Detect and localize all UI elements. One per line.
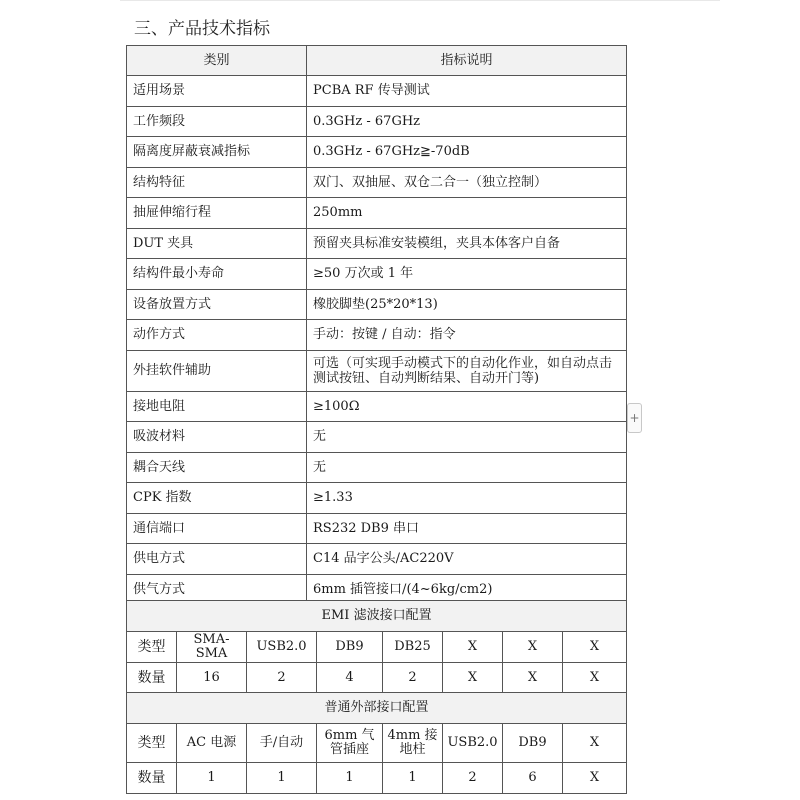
spec-label: 抽屉伸缩行程	[127, 198, 307, 229]
spec-label: 供气方式	[127, 574, 307, 605]
spec-value: 双门、双抽屉、双仓二合一（独立控制）	[307, 167, 627, 198]
spec-row	[127, 422, 627, 453]
emi-qty-cell: 2	[247, 663, 317, 694]
emi-qty-cell: 16	[177, 663, 247, 694]
spec-label: 设备放置方式	[127, 289, 307, 320]
ext-type-cell: DB9	[503, 724, 563, 763]
spec-value: 0.3GHz - 67GHz	[307, 106, 627, 137]
spec-value: 手动：按键 / 自动：指令	[307, 320, 627, 351]
spec-row	[127, 544, 627, 575]
ext-type-cell: USB2.0	[443, 724, 503, 763]
emi-qty-cell: 4	[317, 663, 383, 694]
ext-type-label: 类型	[127, 724, 177, 763]
spec-row	[127, 76, 627, 107]
spec-label: 适用场景	[127, 76, 307, 107]
ext-type-cell: 6mm 气管插座	[317, 724, 383, 763]
emi-qty-cell: X	[443, 663, 503, 694]
spec-table	[126, 45, 627, 605]
spec-label: CPK 指数	[127, 483, 307, 514]
spec-value: 预留夹具标准安装模组，夹具本体客户自备	[307, 228, 627, 259]
spec-value: 可选（可实现手动模式下的自动化作业，如自动点击测试按钮、自动判断结果、自动开门等)	[307, 350, 627, 391]
section-heading: 三、产品技术指标	[134, 19, 270, 39]
spec-value: 无	[307, 452, 627, 483]
spec-value: 0.3GHz - 67GHz≧-70dB	[307, 137, 627, 168]
spec-row	[127, 320, 627, 351]
spec-label: 工作频段	[127, 106, 307, 137]
ext-qty-cell: 1	[177, 763, 247, 794]
ext-qty-label: 数量	[127, 763, 177, 794]
spec-value: 橡胶脚垫(25*20*13)	[307, 289, 627, 320]
add-row-button[interactable]: +	[627, 403, 642, 433]
spec-row	[127, 391, 627, 422]
spec-value: C14 品字公头/AC220V	[307, 544, 627, 575]
emi-type-cell: X	[503, 632, 563, 663]
spec-value: 250mm	[307, 198, 627, 229]
ext-qty-row	[127, 763, 627, 794]
spec-row	[127, 137, 627, 168]
emi-port-table	[126, 600, 627, 694]
spec-label: 外挂软件辅助	[127, 350, 307, 391]
external-port-table	[126, 692, 627, 794]
emi-qty-cell: X	[503, 663, 563, 694]
ext-type-cell: 4mm 接地柱	[383, 724, 443, 763]
ext-type-row	[127, 724, 627, 763]
spec-label: 结构特征	[127, 167, 307, 198]
col-description-header: 指标说明	[307, 46, 627, 76]
spec-value: ≥50 万次或 1 年	[307, 259, 627, 290]
ext-qty-cell: 1	[247, 763, 317, 794]
emi-type-cell: DB25	[383, 632, 443, 663]
spec-label: DUT 夹具	[127, 228, 307, 259]
ext-title: 普通外部接口配置	[127, 693, 627, 724]
spec-row	[127, 452, 627, 483]
spec-label: 接地电阻	[127, 391, 307, 422]
spec-label: 动作方式	[127, 320, 307, 351]
emi-type-cell: DB9	[317, 632, 383, 663]
top-divider	[120, 0, 720, 1]
ext-qty-cell: 6	[503, 763, 563, 794]
spec-header-row	[127, 46, 627, 76]
spec-label: 隔离度屏蔽衰减指标	[127, 137, 307, 168]
spec-value: RS232 DB9 串口	[307, 513, 627, 544]
spec-row	[127, 198, 627, 229]
emi-title: EMI 滤波接口配置	[127, 601, 627, 632]
emi-type-row	[127, 632, 627, 663]
spec-label: 供电方式	[127, 544, 307, 575]
emi-qty-label: 数量	[127, 663, 177, 694]
spec-row	[127, 483, 627, 514]
emi-type-cell: X	[563, 632, 627, 663]
spec-row	[127, 167, 627, 198]
col-category-header: 类别	[127, 46, 307, 76]
ext-qty-cell: 1	[383, 763, 443, 794]
emi-type-cell: SMA-SMA	[177, 632, 247, 663]
ext-qty-cell: 2	[443, 763, 503, 794]
spec-value: ≥100Ω	[307, 391, 627, 422]
emi-qty-cell: 2	[383, 663, 443, 694]
spec-value: PCBA RF 传导测试	[307, 76, 627, 107]
spec-row	[127, 350, 627, 391]
emi-type-cell: USB2.0	[247, 632, 317, 663]
emi-qty-row	[127, 663, 627, 694]
spec-label: 耦合天线	[127, 452, 307, 483]
spec-row	[127, 513, 627, 544]
emi-type-cell: X	[443, 632, 503, 663]
spec-row	[127, 106, 627, 137]
spec-row	[127, 228, 627, 259]
spec-row	[127, 259, 627, 290]
spec-label: 吸波材料	[127, 422, 307, 453]
ext-qty-cell: 1	[317, 763, 383, 794]
emi-type-label: 类型	[127, 632, 177, 663]
ext-type-cell: 手/自动	[247, 724, 317, 763]
spec-row	[127, 289, 627, 320]
ext-type-cell: X	[563, 724, 627, 763]
spec-label: 通信端口	[127, 513, 307, 544]
spec-value: 6mm 插管接口/(4~6kg/cm2)	[307, 574, 627, 605]
emi-qty-cell: X	[563, 663, 627, 694]
spec-value: 无	[307, 422, 627, 453]
spec-value: ≥1.33	[307, 483, 627, 514]
spec-label: 结构件最小寿命	[127, 259, 307, 290]
ext-type-cell: AC 电源	[177, 724, 247, 763]
ext-qty-cell: X	[563, 763, 627, 794]
